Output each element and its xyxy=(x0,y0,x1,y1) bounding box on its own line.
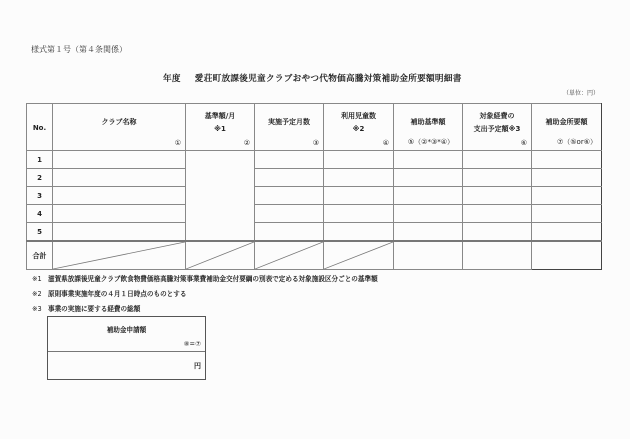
row-number: 3 xyxy=(27,187,53,205)
children-cell[interactable] xyxy=(324,187,394,205)
header-row xyxy=(27,104,602,151)
expenses-cell[interactable] xyxy=(463,151,532,169)
expenses-cell[interactable] xyxy=(463,223,532,242)
header-required-amount: 補助金所要額 ⑦（⑤or⑥） xyxy=(532,104,602,151)
table-row xyxy=(27,151,602,169)
form-number: 様式第１号（第４条関係） xyxy=(31,45,127,54)
header-children: 利用児童数 ※2 ④ xyxy=(324,104,394,151)
expenses-cell[interactable] xyxy=(463,169,532,187)
base-amount-total-disabled xyxy=(186,241,255,270)
club-name-cell[interactable] xyxy=(53,187,186,205)
total-label: 合計 xyxy=(27,241,53,270)
months-cell[interactable] xyxy=(255,169,324,187)
required-amount-cell[interactable] xyxy=(532,169,602,187)
months-cell[interactable] xyxy=(255,205,324,223)
expenses-cell[interactable] xyxy=(463,187,532,205)
children-cell[interactable] xyxy=(324,151,394,169)
request-amount-label: 補助金申請額 xyxy=(106,326,147,334)
standard-amount-cell[interactable] xyxy=(394,205,463,223)
standard-amount-cell[interactable] xyxy=(394,169,463,187)
months-total-disabled xyxy=(255,241,324,270)
required-amount-total[interactable] xyxy=(532,241,602,270)
row-number: 5 xyxy=(27,223,53,242)
months-cell[interactable] xyxy=(255,223,324,242)
fiscal-year-label: 年度 xyxy=(163,74,181,84)
club-name-total-disabled xyxy=(53,241,186,270)
expenses-cell[interactable] xyxy=(463,205,532,223)
children-cell[interactable] xyxy=(324,223,394,242)
base-amount-cell[interactable] xyxy=(186,151,255,242)
standard-amount-cell[interactable] xyxy=(394,223,463,242)
months-cell[interactable] xyxy=(255,187,324,205)
club-name-cell[interactable] xyxy=(53,223,186,242)
subsidy-request-box xyxy=(47,316,206,380)
months-cell[interactable] xyxy=(255,151,324,169)
standard-amount-total[interactable] xyxy=(394,241,463,270)
children-cell[interactable] xyxy=(324,205,394,223)
required-amount-cell[interactable] xyxy=(532,187,602,205)
total-row xyxy=(27,241,602,270)
club-name-cell[interactable] xyxy=(53,205,186,223)
club-name-cell[interactable] xyxy=(53,151,186,169)
divider xyxy=(48,351,205,352)
footnotes xyxy=(32,272,378,317)
table-row xyxy=(27,169,602,187)
row-number: 4 xyxy=(27,205,53,223)
children-cell[interactable] xyxy=(324,169,394,187)
standard-amount-cell[interactable] xyxy=(394,187,463,205)
yen-unit: 円 xyxy=(194,362,201,370)
title-text: 愛荘町放課後児童クラブおやつ代物価高騰対策補助金所要額明細書 xyxy=(194,74,462,84)
club-name-cell[interactable] xyxy=(53,169,186,187)
row-number: 2 xyxy=(27,169,53,187)
table-row xyxy=(27,223,602,242)
footnote-2: ※2 原則事業実施年度の４月１日時点のものとする xyxy=(32,290,187,298)
footnote-3: ※3 事業の実施に要する経費の総額 xyxy=(32,305,141,313)
subsidy-detail-table xyxy=(26,103,602,270)
required-amount-cell[interactable] xyxy=(532,205,602,223)
header-months: 実施予定月数 ③ xyxy=(255,104,324,151)
header-club-name: クラブ名称 ① xyxy=(53,104,186,151)
header-base-amount: 基準額/月 ※1 ② xyxy=(186,104,255,151)
header-expenses: 対象経費の 支出予定額※3 ⑥ xyxy=(463,104,532,151)
required-amount-cell[interactable] xyxy=(532,151,602,169)
request-formula: ⑧=⑦ xyxy=(183,340,201,348)
expenses-total[interactable] xyxy=(463,241,532,270)
table-row xyxy=(27,205,602,223)
children-total-disabled xyxy=(324,241,394,270)
footnote-1: ※1 滋賀県放課後児童クラブ飲食物費価格高騰対策事業費補助金交付要綱の別表で定める対象施設区分ごとの基準額 xyxy=(32,275,378,283)
header-standard-amount: 補助基準額 ⑤（②*③*④） xyxy=(394,104,463,151)
row-number: 1 xyxy=(27,151,53,169)
unit-label: （単位：円） xyxy=(563,90,600,97)
required-amount-cell[interactable] xyxy=(532,223,602,242)
standard-amount-cell[interactable] xyxy=(394,151,463,169)
table-row xyxy=(27,187,602,205)
header-no: No. xyxy=(27,104,53,151)
document-title xyxy=(163,72,462,84)
